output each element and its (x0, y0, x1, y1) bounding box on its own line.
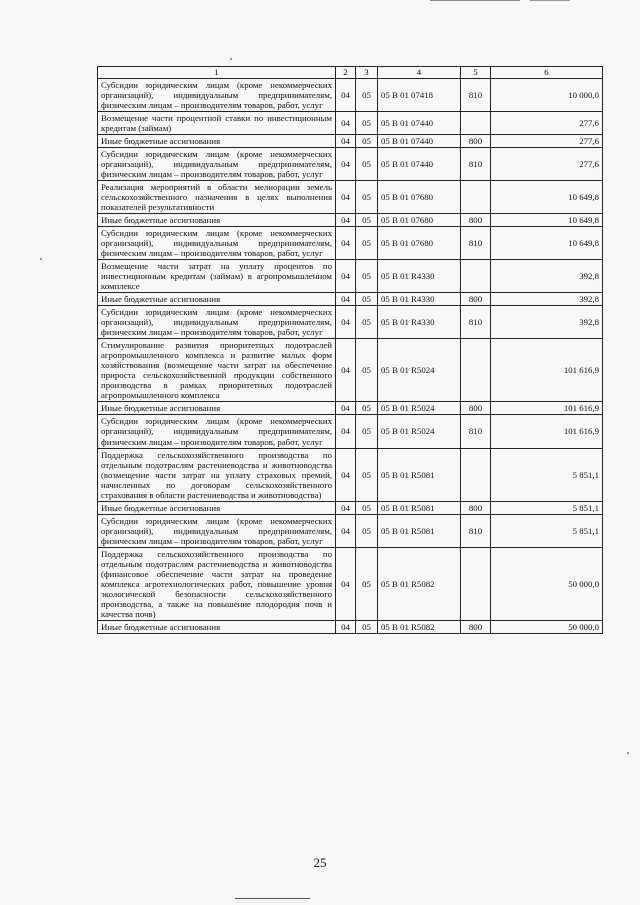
row-description: Субсидии юридическим лицам (кроме некоммерческих организаций), индивидуальным предпринимателям, физическим лицам – производителям товаров, работ, услуг (98, 514, 336, 547)
row-subsection: 05 (356, 293, 378, 306)
row-expense-type (461, 260, 491, 293)
row-expense-type: 800 (461, 402, 491, 415)
row-target-article: 05 В 01 R5081 (378, 448, 461, 501)
table-row (98, 415, 603, 448)
row-expense-type (461, 181, 491, 214)
row-amount: 10 649,8 (491, 227, 603, 260)
row-section: 04 (336, 260, 356, 293)
row-amount: 10 649,8 (491, 214, 603, 227)
row-subsection: 05 (356, 402, 378, 415)
column-header-4: 4 (378, 67, 461, 79)
page-edge-mark (430, 0, 520, 1)
table-row (98, 306, 603, 339)
row-subsection: 05 (356, 227, 378, 260)
row-target-article: 05 В 01 R5024 (378, 415, 461, 448)
row-expense-type: 800 (461, 620, 491, 633)
row-expense-type (461, 339, 491, 402)
row-description: Стимулирование развития приоритетных подотраслей агропромышленного комплекса и развитие малых форм хозяйствования (возмещение части затрат на обеспечение прироста сельскохозяйственной продукции собственного производства в рамках приоритетных подотраслей агропромышленного комплекса (98, 339, 336, 402)
row-section: 04 (336, 501, 356, 514)
row-amount: 50 000,0 (491, 547, 603, 620)
row-section: 04 (336, 514, 356, 547)
row-subsection: 05 (356, 306, 378, 339)
row-subsection: 05 (356, 339, 378, 402)
row-section: 04 (336, 181, 356, 214)
budget-table (97, 66, 603, 634)
row-subsection: 05 (356, 514, 378, 547)
table-row (98, 514, 603, 547)
row-target-article: 05 В 01 07680 (378, 214, 461, 227)
row-section: 04 (336, 135, 356, 148)
column-header-5: 5 (461, 67, 491, 79)
row-amount: 10 000,0 (491, 79, 603, 112)
row-description: Субсидии юридическим лицам (кроме некоммерческих организаций), индивидуальным предпринимателям, физическим лицам – производителям товаров, работ, услуг (98, 148, 336, 181)
row-description: Иные бюджетные ассигнования (98, 501, 336, 514)
row-target-article: 05 В 01 R5081 (378, 501, 461, 514)
row-section: 04 (336, 339, 356, 402)
table-row (98, 402, 603, 415)
row-amount: 101 616,9 (491, 415, 603, 448)
row-expense-type (461, 112, 491, 135)
row-amount: 5 851,1 (491, 514, 603, 547)
row-target-article: 05 В 01 R5082 (378, 620, 461, 633)
row-description: Иные бюджетные ассигнования (98, 135, 336, 148)
row-amount: 5 851,1 (491, 501, 603, 514)
row-subsection: 05 (356, 214, 378, 227)
row-expense-type: 800 (461, 501, 491, 514)
scan-speck (40, 258, 42, 260)
table-row (98, 260, 603, 293)
table-row (98, 448, 603, 501)
row-target-article: 05 В 01 07680 (378, 227, 461, 260)
row-subsection: 05 (356, 415, 378, 448)
table-row (98, 148, 603, 181)
row-expense-type: 800 (461, 214, 491, 227)
row-target-article: 05 В 01 R4330 (378, 306, 461, 339)
row-target-article: 05 В 01 R5082 (378, 547, 461, 620)
scan-speck (627, 752, 629, 754)
row-section: 04 (336, 448, 356, 501)
row-description: Субсидии юридическим лицам (кроме некоммерческих организаций), индивидуальным предпринимателям, физическим лицам – производителям товаров, работ, услуг (98, 415, 336, 448)
column-header-2: 2 (336, 67, 356, 79)
column-header-3: 3 (356, 67, 378, 79)
row-subsection: 05 (356, 181, 378, 214)
row-description: Субсидии юридическим лицам (кроме некоммерческих организаций), индивидуальным предпринимателям, физическим лицам – производителям товаров, работ, услуг (98, 79, 336, 112)
row-section: 04 (336, 148, 356, 181)
row-target-article: 05 В 01 R5081 (378, 514, 461, 547)
row-section: 04 (336, 306, 356, 339)
row-description: Реализация мероприятий в области мелиорации земель сельскохозяйственного назначения в целях выполнения показателей результативности (98, 181, 336, 214)
page-edge-mark (530, 0, 570, 1)
table-row (98, 501, 603, 514)
column-header-1: 1 (98, 67, 336, 79)
row-section: 04 (336, 415, 356, 448)
row-amount: 10 649,8 (491, 181, 603, 214)
row-subsection: 05 (356, 112, 378, 135)
row-expense-type (461, 547, 491, 620)
row-expense-type (461, 448, 491, 501)
table-row (98, 293, 603, 306)
page-number: 25 (313, 855, 327, 870)
row-section: 04 (336, 79, 356, 112)
row-amount: 392,8 (491, 293, 603, 306)
table-row (98, 227, 603, 260)
row-subsection: 05 (356, 79, 378, 112)
row-description: Поддержка сельскохозяйственного производства по отдельным подотраслям растениеводства и животноводства (возмещение части затрат на уплату страховых премий, начисленных по договорам сельскохозяйственного страхования в области растениеводства и животноводства) (98, 448, 336, 501)
table-row (98, 339, 603, 402)
table-row (98, 79, 603, 112)
row-amount: 101 616,9 (491, 339, 603, 402)
row-description: Субсидии юридическим лицам (кроме некоммерческих организаций), индивидуальным предпринимателям, физическим лицам – производителям товаров, работ, услуг (98, 306, 336, 339)
table-row (98, 181, 603, 214)
row-description: Иные бюджетные ассигнования (98, 402, 336, 415)
row-target-article: 05 В 01 R4330 (378, 260, 461, 293)
row-target-article: 05 В 01 07418 (378, 79, 461, 112)
row-section: 04 (336, 214, 356, 227)
row-description: Субсидии юридическим лицам (кроме некоммерческих организаций), индивидуальным предпринимателям, физическим лицам – производителям товаров, работ, услуг (98, 227, 336, 260)
row-subsection: 05 (356, 448, 378, 501)
row-amount: 392,8 (491, 306, 603, 339)
table-row (98, 547, 603, 620)
budget-table-body (98, 67, 603, 634)
row-section: 04 (336, 620, 356, 633)
table-header-row (98, 67, 603, 79)
row-subsection: 05 (356, 135, 378, 148)
row-section: 04 (336, 402, 356, 415)
row-section: 04 (336, 547, 356, 620)
table-row (98, 135, 603, 148)
row-target-article: 05 В 01 07680 (378, 181, 461, 214)
row-description: Иные бюджетные ассигнования (98, 214, 336, 227)
row-description: Иные бюджетные ассигнования (98, 293, 336, 306)
row-subsection: 05 (356, 547, 378, 620)
row-subsection: 05 (356, 148, 378, 181)
row-amount: 50 000,0 (491, 620, 603, 633)
row-subsection: 05 (356, 501, 378, 514)
row-amount: 392,8 (491, 260, 603, 293)
row-amount: 101 616,9 (491, 402, 603, 415)
row-description: Возмещение части затрат на уплату процентов по инвестиционным кредитам (займам) в агропромышленном комплексе (98, 260, 336, 293)
scan-speck (230, 58, 232, 60)
row-description: Иные бюджетные ассигнования (98, 620, 336, 633)
row-target-article: 05 В 01 07440 (378, 135, 461, 148)
row-expense-type: 800 (461, 135, 491, 148)
row-amount: 277,6 (491, 148, 603, 181)
row-expense-type: 810 (461, 79, 491, 112)
row-section: 04 (336, 293, 356, 306)
row-expense-type: 810 (461, 148, 491, 181)
row-section: 04 (336, 112, 356, 135)
row-expense-type: 810 (461, 227, 491, 260)
table-row (98, 214, 603, 227)
row-subsection: 05 (356, 620, 378, 633)
row-section: 04 (336, 227, 356, 260)
row-expense-type: 810 (461, 514, 491, 547)
row-description: Поддержка сельскохозяйственного производства по отдельным подотраслям растениеводства и животноводства (финансовое обеспечение части затрат на проведение комплекса агротехнологических работ, повышение уровня экологической безопасности сельскохозяйственного производства, а также на повышение плодородия почв и качества почв) (98, 547, 336, 620)
row-target-article: 05 В 01 R5024 (378, 402, 461, 415)
row-amount: 5 851,1 (491, 448, 603, 501)
row-target-article: 05 В 01 R5024 (378, 339, 461, 402)
row-amount: 277,6 (491, 112, 603, 135)
row-target-article: 05 В 01 07440 (378, 112, 461, 135)
table-row (98, 112, 603, 135)
table-row (98, 620, 603, 633)
row-target-article: 05 В 01 07440 (378, 148, 461, 181)
row-subsection: 05 (356, 260, 378, 293)
footer-rule (235, 898, 310, 899)
row-expense-type: 810 (461, 415, 491, 448)
row-target-article: 05 В 01 R4330 (378, 293, 461, 306)
row-amount: 277,6 (491, 135, 603, 148)
row-expense-type: 810 (461, 306, 491, 339)
column-header-6: 6 (491, 67, 603, 79)
row-description: Возмещение части процентной ставки по инвестиционным кредитам (займам) (98, 112, 336, 135)
row-expense-type: 800 (461, 293, 491, 306)
